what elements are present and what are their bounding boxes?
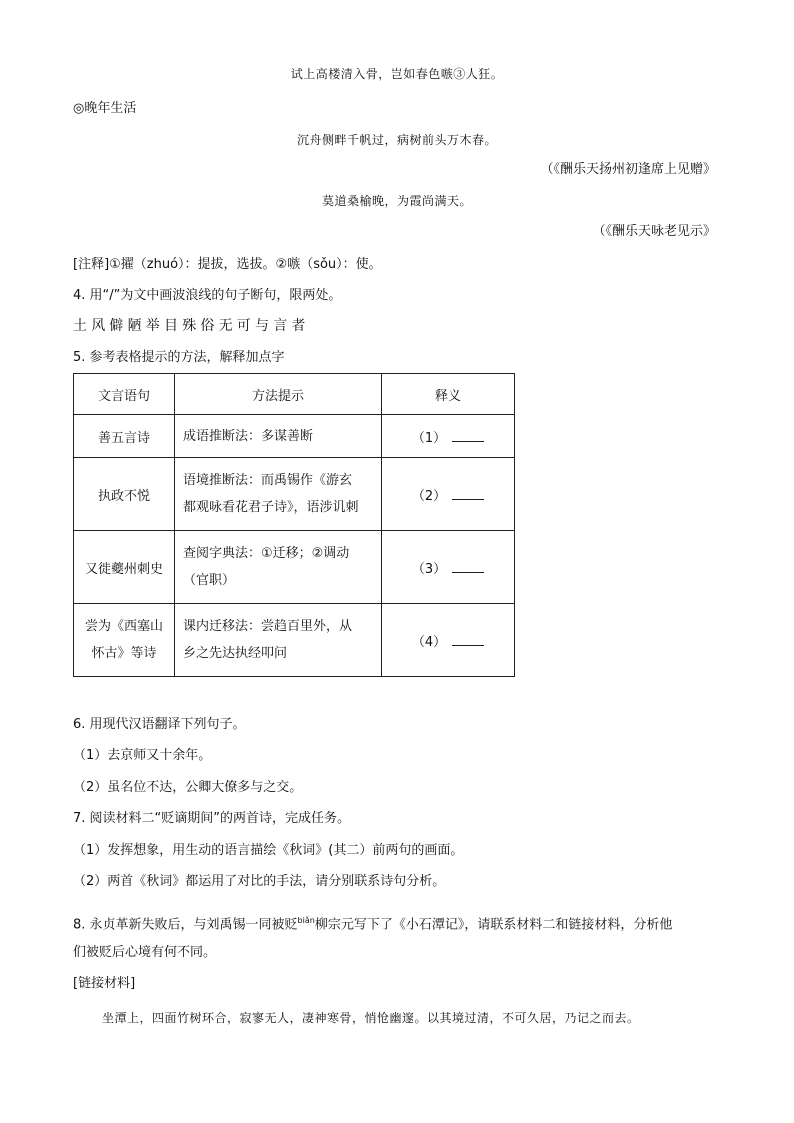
question-5-prompt: 5. 参考表格提示的方法，解释加点字 bbox=[73, 350, 285, 365]
table-row bbox=[74, 531, 515, 604]
question-6-item-1: （1）去京师又十余年。 bbox=[73, 748, 212, 763]
poem-source-3: （《酬乐天咏老见示》 bbox=[592, 224, 716, 239]
annotation-notes: [注释]①擢（zhuó）：提拔，选拔。②嗾（sǒu）：使。 bbox=[73, 257, 382, 272]
row-2-answer: （2） bbox=[382, 458, 515, 531]
poem-line-3: 莫道桑榆晚，为霞尚满天。 bbox=[321, 194, 472, 208]
question-4-prompt: 4. 用“/”为文中画波浪线的句子断句，限两处。 bbox=[73, 288, 342, 303]
link-material-title: [链接材料] bbox=[73, 976, 136, 991]
poem-source-2: （《酬乐天扬州初逢席上见赠》 bbox=[540, 162, 716, 177]
answer-blank[interactable] bbox=[452, 560, 484, 573]
row-4-method: 课内迁移法：尝趋百里外，从 乡之先达执经叩问 bbox=[175, 604, 382, 677]
row-2-sentence: 执政不悦 bbox=[74, 458, 175, 531]
question-4-sentence: 土风僻陋举目殊俗无可与言者 bbox=[73, 318, 310, 334]
table-row bbox=[74, 604, 515, 677]
question-6-item-2: （2）虽名位不达，公卿大僚多与之交。 bbox=[73, 780, 303, 795]
row-4-sentence: 尝为《西塞山 怀古》等诗 bbox=[74, 604, 175, 677]
row-1-answer: （1） bbox=[382, 415, 515, 458]
answer-blank[interactable] bbox=[452, 633, 484, 646]
poem-line-1: 试上高楼清入骨，岂如春色嗾③人狂。 bbox=[290, 67, 504, 81]
link-material-text: 坐潭上，四面竹树环合，寂寥无人，凄神寒骨，悄怆幽邃。以其境过清，不可久居，乃记之而去。 bbox=[102, 1011, 640, 1025]
row-1-sentence: 善五言诗 bbox=[74, 415, 175, 458]
table-row bbox=[74, 458, 515, 531]
answer-blank[interactable] bbox=[452, 487, 484, 500]
question-6-prompt: 6. 用现代汉语翻译下列句子。 bbox=[73, 717, 246, 732]
row-4-answer: （4） bbox=[382, 604, 515, 677]
section-heading-late-life: ◎晚年生活 bbox=[73, 101, 137, 116]
table-header-row bbox=[74, 374, 515, 415]
question-8-line-1: 8. 永贞革新失败后，与刘禹锡一同被贬$^{biǎn}$柳宗元写下了《小石潭记》，请联系材料二和链接材料，分析他 bbox=[73, 916, 673, 933]
question-7-prompt: 7. 阅读材料二“贬谪期间”的两首诗，完成任务。 bbox=[73, 811, 351, 826]
header-meaning: 释义 bbox=[382, 374, 515, 415]
row-2-method: 语境推断法：而禹锡作《游玄 都观咏看花君子诗》，语涉讥刺 bbox=[175, 458, 382, 531]
table-row bbox=[74, 415, 515, 458]
question-8-line-2: 们被贬后心境有何不同。 bbox=[73, 945, 217, 960]
question-7-item-2: （2）两首《秋词》都运用了对比的手法，请分别联系诗句分析。 bbox=[73, 874, 446, 889]
question-7-item-1: （1）发挥想象，用生动的语言描绘《秋词》(其二）前两句的画面。 bbox=[73, 843, 464, 858]
answer-blank[interactable] bbox=[452, 429, 484, 442]
row-3-method: 查阅字典法：①迁移；②调动 （官职） bbox=[175, 531, 382, 604]
row-3-answer: （3） bbox=[382, 531, 515, 604]
header-method: 方法提示 bbox=[175, 374, 382, 415]
row-1-method: 成语推断法：多谋善断 bbox=[175, 415, 382, 458]
row-3-sentence: 又徙夔州刺史 bbox=[74, 531, 175, 604]
method-table bbox=[73, 373, 515, 677]
poem-line-2: 沉舟侧畔千帆过，病树前头万木春。 bbox=[296, 133, 497, 147]
header-sentence: 文言语句 bbox=[74, 374, 175, 415]
pinyin-annotation: biǎn bbox=[297, 916, 315, 925]
